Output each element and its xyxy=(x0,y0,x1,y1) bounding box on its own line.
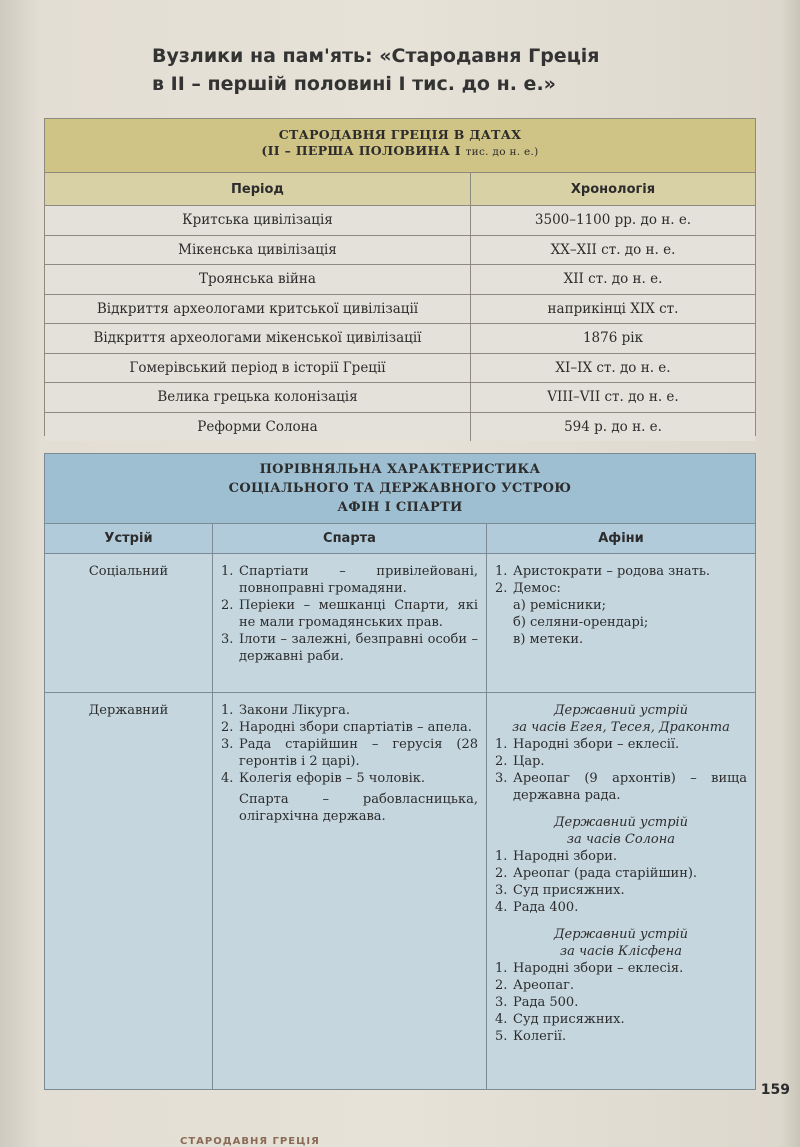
list-item-number: 3. xyxy=(221,737,234,752)
athens-block3-list xyxy=(495,960,747,1045)
demos-subitem: в) метеки. xyxy=(513,632,584,647)
chronology-cell: VIII–VII ст. до н. е. xyxy=(547,389,679,406)
dates-table xyxy=(44,118,756,436)
col-header-chronology: Хронологія xyxy=(570,181,656,197)
dates-table-row xyxy=(45,265,755,295)
list-item-text: Колегія ефорів – 5 чоловік. xyxy=(239,771,426,786)
list-item xyxy=(495,563,747,580)
period-cell: Троянська війна xyxy=(45,265,471,294)
chronology-cell: XI–IX ст. до н. е. xyxy=(555,359,671,376)
list-item xyxy=(495,580,747,597)
athens-block2-list xyxy=(495,848,747,916)
dates-title-line-1: СТАРОДАВНЯ ГРЕЦІЯ В ДАТАХ xyxy=(278,127,522,142)
dates-table-row xyxy=(45,206,755,236)
athens-block2-title-2: за часів Солона xyxy=(566,832,676,847)
comparison-table xyxy=(44,453,756,1090)
list-item-number: 2. xyxy=(495,581,508,596)
state-sparta-cell xyxy=(213,693,487,1090)
list-item-text: Суд присяжних. xyxy=(513,883,625,898)
list-item-text: Ареопаг (рада старійшин). xyxy=(513,866,698,881)
list-item xyxy=(495,753,747,770)
list-item-text: Народні збори – еклесія. xyxy=(513,961,684,976)
list-item-number: 1. xyxy=(495,961,508,976)
list-item xyxy=(221,563,478,597)
list-item-text: Ілоти – залежні, безправні особи – державні раби. xyxy=(239,632,478,664)
list-item xyxy=(495,848,747,865)
list-item xyxy=(221,631,478,665)
list-item xyxy=(221,770,478,787)
state-sparta-note: Спарта – рабовласницька, олігархічна держава. xyxy=(239,792,478,824)
period-cell: Велика грецька колонізація xyxy=(45,383,471,412)
row-state xyxy=(45,693,755,1090)
list-item-number: 5. xyxy=(495,1029,508,1044)
demos-subitem: а) ремісники; xyxy=(513,598,607,613)
dates-table-row xyxy=(45,236,755,266)
list-item xyxy=(495,736,747,753)
col-header-sparta: Спарта xyxy=(213,524,487,553)
list-item xyxy=(495,960,747,977)
social-sparta-cell xyxy=(213,554,487,692)
athens-block2-title-1: Державний устрій xyxy=(553,815,689,830)
demos-subitem: б) селяни-орендарі; xyxy=(513,615,649,630)
comparison-title-line-3: АФІН І СПАРТИ xyxy=(337,500,463,515)
list-item-text: Народні збори. xyxy=(513,849,618,864)
list-item xyxy=(221,597,478,631)
comparison-title-line-2: СОЦІАЛЬНОГО ТА ДЕРЖАВНОГО УСТРОЮ xyxy=(228,481,572,496)
comparison-title-line-1: ПОРІВНЯЛЬНА ХАРАКТЕРИСТИКА xyxy=(259,462,541,477)
social-athens-list xyxy=(495,563,747,597)
list-item-text: Рада старійшин – герусія (28 геронтів і 2 царі). xyxy=(239,737,478,769)
list-item-number: 1. xyxy=(221,703,234,718)
athens-block1-title-1: Державний устрій xyxy=(553,703,689,718)
athens-block3-title-2: за часів Клісфена xyxy=(560,944,682,959)
chronology-cell: 594 р. до н. е. xyxy=(564,418,662,435)
list-item-number: 1. xyxy=(495,737,508,752)
dates-title-line-2-small: тис. до н. е.) xyxy=(465,146,539,158)
heading-line-2: в II – першій половині I тис. до н. е.» xyxy=(152,73,556,95)
list-item-text: Народні збори – еклесії. xyxy=(513,737,680,752)
running-footer: СТАРОДАВНЯ ГРЕЦІЯ xyxy=(180,1136,320,1147)
list-item xyxy=(495,1028,747,1045)
dates-table-row xyxy=(45,324,755,354)
col-header-athens: Афіни xyxy=(598,531,644,546)
list-item-number: 3. xyxy=(221,632,234,647)
list-item-text: Народні збори спартіатів – апела. xyxy=(239,720,472,735)
list-item-text: Ареопаг (9 архонтів) – вища державна рада. xyxy=(513,771,747,803)
athens-block3-title-1: Державний устрій xyxy=(553,927,689,942)
list-item-number: 3. xyxy=(495,995,508,1010)
list-item-number: 1. xyxy=(495,849,508,864)
dates-table-row xyxy=(45,354,755,384)
list-item-number: 2. xyxy=(221,720,234,735)
col-header-period: Період xyxy=(45,173,471,205)
list-item-text: Цар. xyxy=(513,754,545,769)
page-heading xyxy=(152,42,672,98)
dates-table-header-row xyxy=(45,173,755,206)
list-item xyxy=(221,702,478,719)
list-item-text: Спартіати – привілейовані, повноправні громадяни. xyxy=(239,564,478,596)
page-number: 159 xyxy=(760,1082,790,1098)
list-item-text: Колегії. xyxy=(513,1029,567,1044)
chronology-cell: XII ст. до н. е. xyxy=(563,271,663,288)
period-cell: Відкриття археологами мікенської цивілізації xyxy=(45,324,471,353)
dates-table-title xyxy=(45,119,755,173)
list-item-number: 3. xyxy=(495,771,508,786)
list-item xyxy=(495,899,747,916)
chronology-cell: наприкінці XIX ст. xyxy=(547,300,679,317)
state-athens-cell xyxy=(487,693,755,1090)
row-social-label: Соціальний xyxy=(45,554,213,692)
dates-title-line-2 xyxy=(45,143,755,160)
list-item-text: Аристократи – родова знать. xyxy=(513,564,711,579)
list-item-number: 2. xyxy=(495,754,508,769)
list-item-number: 4. xyxy=(221,771,234,786)
list-item-text: Ареопаг. xyxy=(513,978,575,993)
list-item-number: 1. xyxy=(495,564,508,579)
period-cell: Реформи Солона xyxy=(45,413,471,442)
dates-title-line-2-main: (II – ПЕРША ПОЛОВИНА I xyxy=(261,143,461,158)
chronology-cell: XX–XII ст. до н. е. xyxy=(550,241,676,258)
list-item xyxy=(495,977,747,994)
dates-table-body xyxy=(45,206,755,441)
list-item xyxy=(495,1011,747,1028)
row-state-label: Державний xyxy=(45,693,213,1090)
list-item-text: Рада 400. xyxy=(513,900,579,915)
list-item xyxy=(495,882,747,899)
list-item-number: 1. xyxy=(221,564,234,579)
athens-block1-title-2: за часів Егея, Тесея, Драконта xyxy=(512,720,730,735)
list-item-number: 3. xyxy=(495,883,508,898)
dates-table-row xyxy=(45,295,755,325)
list-item-text: Закони Лікурга. xyxy=(239,703,351,718)
list-item-number: 4. xyxy=(495,900,508,915)
list-item-text: Суд присяжних. xyxy=(513,1012,625,1027)
list-item xyxy=(495,865,747,882)
period-cell: Відкриття археологами критської цивілізації xyxy=(45,295,471,324)
social-athens-cell xyxy=(487,554,755,692)
dates-table-row xyxy=(45,413,755,442)
period-cell: Критська цивілізація xyxy=(45,206,471,235)
list-item xyxy=(495,770,747,804)
list-item-text: Демос: xyxy=(513,581,561,596)
list-item xyxy=(221,736,478,770)
chronology-cell: 1876 рік xyxy=(582,330,644,347)
period-cell: Гомерівський період в історії Греції xyxy=(45,354,471,383)
comparison-table-title xyxy=(45,454,755,524)
list-item xyxy=(495,994,747,1011)
dates-table-row xyxy=(45,383,755,413)
comparison-table-header-row xyxy=(45,524,755,554)
row-social xyxy=(45,554,755,693)
state-sparta-list xyxy=(221,702,478,787)
heading-line-1: Вузлики на пам'ять: «Стародавня Греція xyxy=(152,45,600,67)
list-item-text: Періеки – мешканці Спарти, які не мали громадянських прав. xyxy=(239,598,478,630)
athens-block1-list xyxy=(495,736,747,804)
col-header-system: Устрій xyxy=(45,524,213,553)
period-cell: Мікенська цивілізація xyxy=(45,236,471,265)
social-athens-demos-list xyxy=(495,597,747,648)
list-item-number: 2. xyxy=(495,978,508,993)
list-item-number: 2. xyxy=(221,598,234,613)
list-item-text: Рада 500. xyxy=(513,995,579,1010)
list-item-number: 2. xyxy=(495,866,508,881)
chronology-cell: 3500–1100 рр. до н. е. xyxy=(534,212,692,229)
list-item xyxy=(221,719,478,736)
list-item-number: 4. xyxy=(495,1012,508,1027)
